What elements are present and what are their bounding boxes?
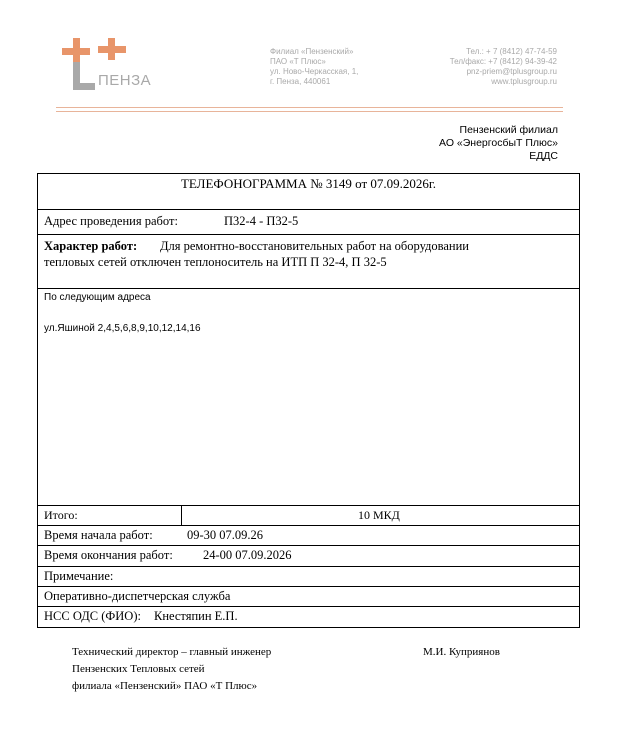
position-line: филиала «Пензенский» ПАО «Т Плюс» (72, 680, 258, 692)
email: pnz-priem@tplusgroup.ru (466, 67, 557, 76)
address-line: Филиал «Пензенский» (270, 47, 354, 56)
signatory-position (72, 644, 271, 695)
end-value: 24-00 07.09.2026 (203, 548, 292, 562)
header-divider (56, 107, 563, 108)
address-line: г. Пенза, 440061 (270, 77, 331, 86)
address-value: П32-4 - П32-5 (224, 214, 299, 228)
position-line: Пензенских Тепловых сетей (72, 663, 205, 675)
character-value: Для ремонтно-восстановительных работ на оборудовании (160, 239, 469, 253)
recipient (439, 124, 558, 163)
work-character-row (37, 235, 580, 289)
start-value: 09-30 07.09.26 (187, 528, 264, 542)
document-title: ТЕЛЕФОНОГРАММА № 3149 от 07.09.2026г. (180, 176, 437, 191)
address-line: ПАО «Т Плюс» (270, 57, 326, 66)
note-label: Примечание: (44, 569, 114, 583)
recipient-line: АО «ЭнергосбыТ Плюс» (439, 137, 558, 149)
phone: Тел.: + 7 (8412) 47-74-59 (466, 47, 557, 56)
recipient-line: ЕДДС (529, 150, 558, 162)
column-divider (181, 506, 182, 525)
contact-info (450, 47, 557, 87)
address-label: Адрес проведения работ: (44, 214, 178, 228)
address-line: ул. Ново-Черкасская, 1, (270, 67, 359, 76)
end-time-row (37, 546, 580, 567)
end-label: Время окончания работ: (44, 548, 173, 562)
recipient-line: Пензенский филиал (459, 124, 558, 136)
address-list-row (37, 289, 580, 506)
total-value: 10 МКД (358, 508, 400, 522)
branch-address (270, 47, 358, 87)
total-label: Итого: (44, 508, 78, 522)
total-row (37, 506, 580, 526)
signatory-name: М.И. Куприянов (423, 646, 500, 658)
list-addresses: ул.Яшиной 2,4,5,6,8,9,10,12,14,16 (44, 323, 201, 334)
dispatch-service-row (37, 587, 580, 607)
position-line: Технический директор – главный инженер (72, 646, 272, 658)
note-row (37, 567, 580, 587)
website: www.tplusgroup.ru (491, 77, 557, 86)
shift-supervisor-row (37, 607, 580, 628)
start-time-row (37, 526, 580, 546)
nss-value: Кнестяпин Е.П. (154, 609, 238, 623)
address-row (37, 210, 580, 235)
document-title-row (37, 173, 580, 210)
nss-label: НСС ОДС (ФИО): (44, 609, 141, 623)
ops-label: Оперативно-диспетчерская служба (44, 589, 231, 603)
list-heading: По следующим адреса (44, 292, 151, 303)
character-label: Характер работ: (44, 239, 138, 253)
character-value-2: тепловых сетей отключен теплоноситель на ИТП П 32-4, П 32-5 (44, 255, 387, 269)
fax: Тел/факс: +7 (8412) 94-39-42 (449, 57, 557, 66)
logo-text: ПЕНЗА (98, 72, 152, 89)
start-label: Время начала работ: (44, 528, 153, 542)
header-divider (56, 111, 563, 112)
